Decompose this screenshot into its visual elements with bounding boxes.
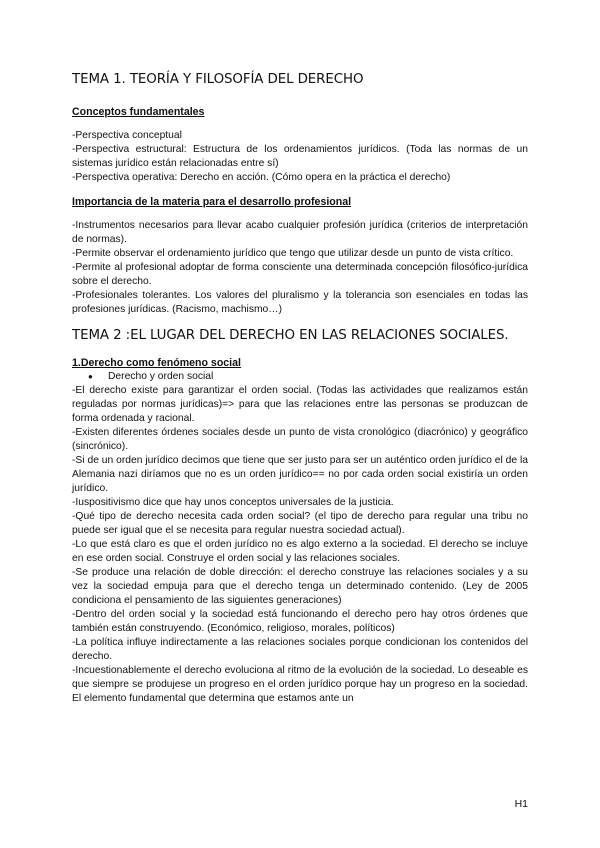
body-paragraph: -Incuestionablemente el derecho evoluciona al ritmo de la evolución de la sociedad. Lo deseable es que siempre se produjese un progreso en el orden jurídico porque hay un progreso en la sociedad. El elemento fundamental que determina que estamos ante un	[72, 665, 528, 704]
tema2-title: TEMA 2 :EL LUGAR DEL DERECHO EN LAS RELACIONES SOCIALES.	[72, 328, 509, 343]
body-paragraph: -Qué tipo de derecho necesita cada orden social? (el tipo de derecho para regular una tribu no puede ser igual que el se necesita para regular nuestra sociedad actual).	[72, 511, 528, 536]
tema1-title: TEMA 1. TEORÍA Y FILOSOFÍA DEL DERECHO	[72, 72, 364, 87]
importancia-paragraph: -Permite observar el ordenamiento jurídico que tengo que utilizar desde un punto de vista crítico.	[72, 248, 514, 259]
concepto-paragraph: -Perspectiva conceptual	[72, 130, 182, 141]
bullet-item	[72, 370, 528, 384]
concepto-paragraph: -Perspectiva operativa: Derecho en acción. (Cómo opera en la práctica el derecho)	[72, 172, 451, 183]
conceptos-heading: Conceptos fundamentales	[72, 106, 205, 118]
body-paragraph: -Si de un orden jurídico decimos que tiene que ser justo para ser un auténtico orden jurídico el de la Alemania nazi diríamos que no es un orden jurídico== no por cada orden social existiría un orden jurídico.	[72, 455, 528, 494]
importancia-paragraph: -Permite al profesional adoptar de forma consciente una determinada concepción filosófico-jurídica sobre el derecho.	[72, 262, 528, 287]
section-heading: 1.Derecho como fenómeno social	[72, 357, 241, 369]
importancia-paragraph: -Profesionales tolerantes. Los valores del pluralismo y la tolerancia son esenciales en todas las profesiones jurídicas. (Racismo, machismo…)	[72, 290, 528, 315]
body-paragraph: -El derecho existe para garantizar el orden social. (Todas las actividades que realizamos están reguladas por normas jurídicas)=> para que las relaciones entre las personas se produzcan de forma ordenada y racional.	[72, 385, 528, 424]
importancia-paragraph: -Instrumentos necesarios para llevar acabo cualquier profesión jurídica (criterios de interpretación de normas).	[72, 220, 528, 245]
body-paragraph: -Existen diferentes órdenes sociales desde un punto de vista cronológico (diacrónico) y geográfico (sincrónico).	[72, 427, 528, 452]
bullet-dot-icon: ●	[88, 372, 93, 381]
concepto-paragraph: -Perspectiva estructural: Estructura de los ordenamientos jurídicos. (Toda las normas de un sistemas jurídico están relacionadas entre sí)	[72, 144, 528, 169]
body-paragraph: -Iuspositivismo dice que hay unos conceptos universales de la justicia.	[72, 497, 394, 508]
bullet-label: Derecho y orden social	[108, 371, 214, 382]
page-content	[72, 71, 528, 706]
body-paragraph: -Se produce una relación de doble dirección: el derecho construye las relaciones sociales y a su vez la sociedad empuja para que el derecho tenga un determinado contenido. (Ley de 2005 condiciona el pensamiento de las siguientes generaciones)	[72, 567, 528, 606]
body-paragraph: -Lo que está claro es que el orden jurídico no es algo externo a la sociedad. El derecho se incluye en ese orden social. Construye el orden social y las relaciones sociales.	[72, 539, 528, 564]
importancia-heading: Importancia de la materia para el desarrollo profesional	[72, 196, 352, 208]
page-footer-label: H1	[514, 798, 528, 810]
body-paragraph: -La política influye indirectamente a las relaciones sociales porque condicionan los contenidos del derecho.	[72, 637, 528, 662]
body-paragraph: -Dentro del orden social y la sociedad está funcionando el derecho pero hay otros órdenes que también están construyendo. (Económico, religioso, morales, políticos)	[72, 609, 528, 634]
